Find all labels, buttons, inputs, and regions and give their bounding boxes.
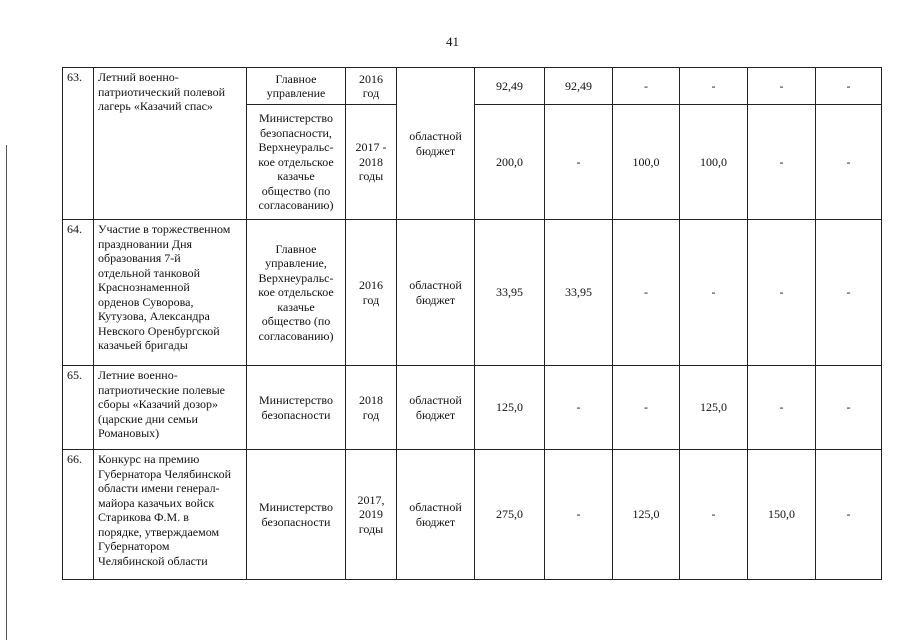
table-row xyxy=(63,220,882,366)
table-row xyxy=(63,68,882,105)
period: 2018 год xyxy=(346,366,397,450)
period: 2017 - 2018 годы xyxy=(346,105,397,220)
value-2019: - xyxy=(748,105,816,220)
row-number: 64. xyxy=(63,220,94,366)
value-2016: 33,95 xyxy=(545,220,613,366)
value-2018: - xyxy=(680,220,748,366)
value-total: 33,95 xyxy=(475,220,545,366)
value-2017: - xyxy=(613,366,680,450)
executor: Главное управление xyxy=(247,68,346,105)
funding-source: областной бюджет xyxy=(397,220,475,366)
executor: Министерство безопасности, Верхнеуральс- кое отдельское казачье общество (по согласованию) xyxy=(247,105,346,220)
period: 2016 год xyxy=(346,68,397,105)
value-2018: - xyxy=(680,68,748,105)
executor: Министерство безопасности xyxy=(247,450,346,580)
value-2020: - xyxy=(816,68,882,105)
event-name: Участие в торжественном праздновании Дня образования 7-й отдельной танковой Краснознаменной орденов Суворова, Кутузова, Александра Невского Оренбургской казачьей бригады xyxy=(94,220,247,366)
value-2017: - xyxy=(613,68,680,105)
value-2016: - xyxy=(545,450,613,580)
value-total: 125,0 xyxy=(475,366,545,450)
event-name: Летние военно- патриотические полевые сборы «Казачий дозор» (царские дни семьи Романовых) xyxy=(94,366,247,450)
value-2019: - xyxy=(748,68,816,105)
value-2019: - xyxy=(748,366,816,450)
budget-table xyxy=(62,67,882,580)
value-2017: - xyxy=(613,220,680,366)
period: 2016 год xyxy=(346,220,397,366)
value-2016: - xyxy=(545,366,613,450)
row-number: 65. xyxy=(63,366,94,450)
value-2020: - xyxy=(816,366,882,450)
funding-source: областной бюджет xyxy=(397,366,475,450)
value-2019: - xyxy=(748,220,816,366)
value-total: 92,49 xyxy=(475,68,545,105)
funding-source: областной бюджет xyxy=(397,68,475,220)
period: 2017, 2019 годы xyxy=(346,450,397,580)
value-2016: 92,49 xyxy=(545,68,613,105)
table-row xyxy=(63,366,882,450)
event-name: Конкурс на премию Губернатора Челябинской области имени генерал- майора казачьих войск Старикова Ф.М. в порядке, утверждаемом Губернатором Челябинской области xyxy=(94,450,247,580)
value-total: 275,0 xyxy=(475,450,545,580)
value-2017: 125,0 xyxy=(613,450,680,580)
value-2018: 125,0 xyxy=(680,366,748,450)
event-name: Летний военно- патриотический полевой лагерь «Казачий спас» xyxy=(94,68,247,220)
value-2020: - xyxy=(816,105,882,220)
row-number: 63. xyxy=(63,68,94,220)
scan-margin-line xyxy=(6,145,7,640)
executor: Министерство безопасности xyxy=(247,366,346,450)
value-2018: - xyxy=(680,450,748,580)
page-number: 41 xyxy=(446,34,459,49)
value-2020: - xyxy=(816,450,882,580)
row-number: 66. xyxy=(63,450,94,580)
table-row xyxy=(63,450,882,580)
value-2019: 150,0 xyxy=(748,450,816,580)
value-2017: 100,0 xyxy=(613,105,680,220)
value-2018: 100,0 xyxy=(680,105,748,220)
funding-source: областной бюджет xyxy=(397,450,475,580)
value-total: 200,0 xyxy=(475,105,545,220)
value-2020: - xyxy=(816,220,882,366)
executor: Главное управление, Верхнеуральс- кое отдельское казачье общество (по согласованию) xyxy=(247,220,346,366)
value-2016: - xyxy=(545,105,613,220)
